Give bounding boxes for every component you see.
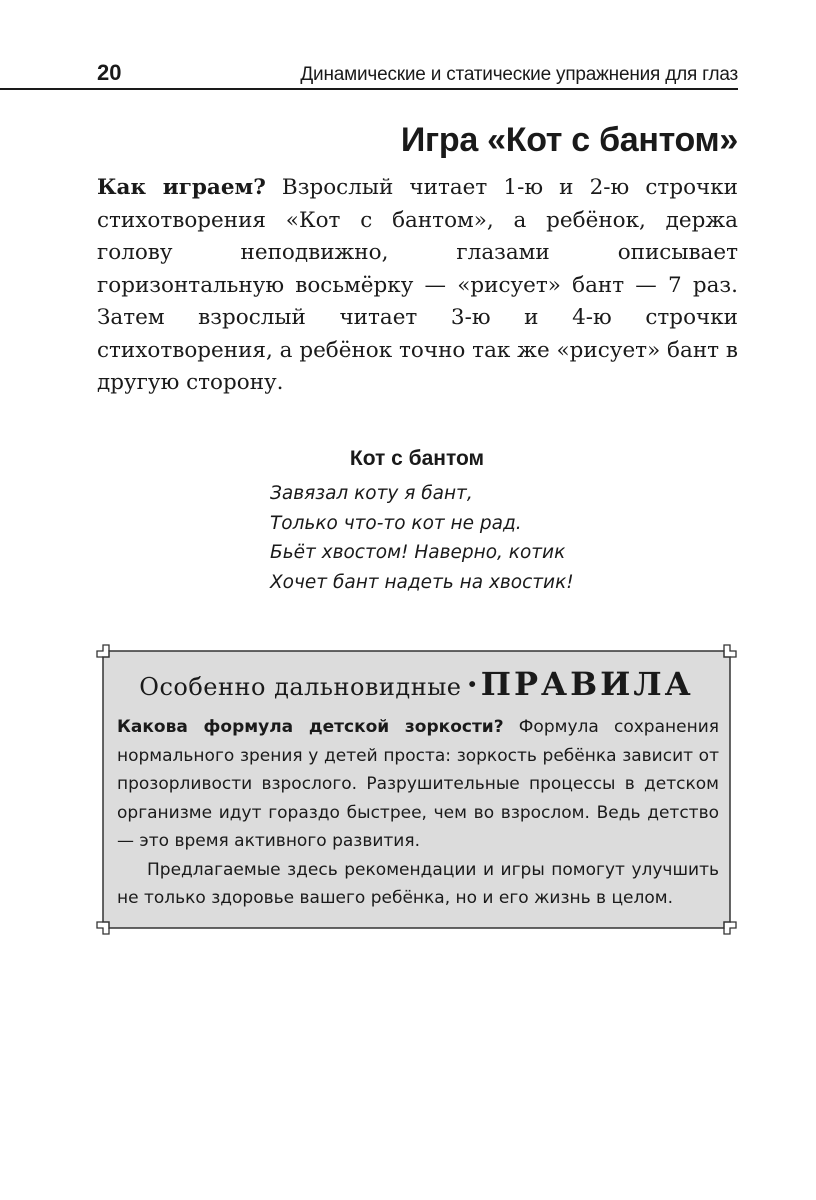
poem-line: Бьёт хвостом! Наверно, котик — [270, 542, 566, 563]
poem-line: Хочет бант надеть на хвостик! — [270, 571, 574, 593]
rules-paragraph: Предлагаемые здесь рекомендации и игры помогут улучшить не только здоровье вашего ребёнка, но и его жизнь в целом. — [117, 859, 719, 908]
rules-heading-small: Особенно дальновидные — [139, 673, 462, 701]
rules-heading — [95, 665, 738, 703]
rules-text — [117, 713, 719, 913]
section-title: Игра «Кот с бантом» — [400, 121, 738, 159]
poem-line: Только что-то кот не рад. — [270, 512, 522, 534]
page-number: 20 — [97, 60, 122, 85]
rules-paragraph-text: Формула сохранения нормального зрения у детей проста: зоркость ребёнка зависит от прозорливости взрослого. Разрушительные процессы в детском организме идут гораздо быстрее, чем во взрослом. Ведь детство — это время активного развития. — [117, 717, 719, 851]
poem-line: Завязал коту я бант, — [270, 483, 473, 504]
poem — [270, 479, 574, 597]
rules-box — [95, 643, 738, 936]
rules-paragraph — [117, 713, 719, 856]
running-head: Динамические и статические упражнения для глаз — [300, 64, 738, 85]
poem-title: Кот с бантом — [349, 447, 485, 470]
rules-lead: Какова формула детской зоркости? — [117, 717, 504, 737]
page-header — [0, 58, 738, 90]
instructions-paragraph — [97, 172, 738, 400]
instructions-text: Взрослый читает 1-ю и 2-ю строчки стихотворения «Кот с бантом», а ребёнок, держа голову неподвижно, глазами описывает горизонтальную восьмёрку — «рисует» бант — 7 раз. Затем взрослый читает 3-ю и 4-ю строчки стихотворения, а ребёнок точно так же «рисует» бант в другую сторону. — [97, 175, 739, 395]
instructions-lead: Как играем? — [97, 175, 266, 200]
rules-heading-big: ·ПРАВИЛА — [466, 665, 694, 703]
